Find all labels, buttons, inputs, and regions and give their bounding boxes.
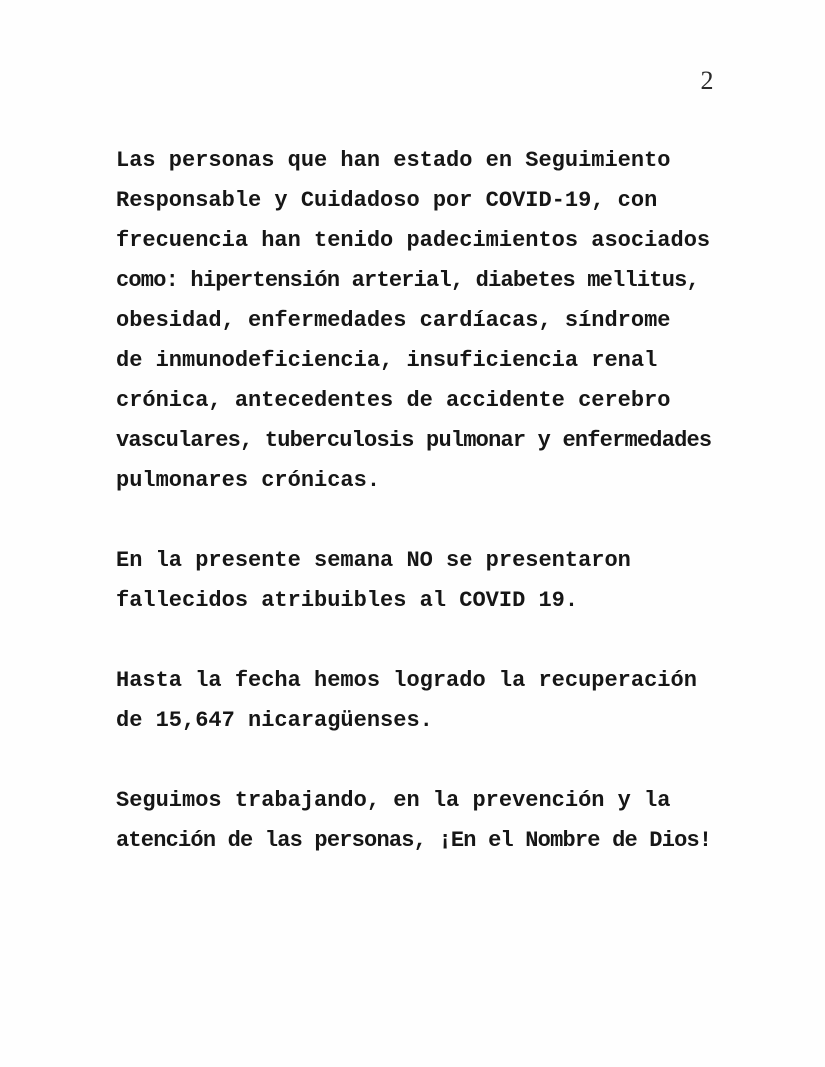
paragraph bbox=[116, 541, 712, 621]
text-line: Seguimos trabajando, en la prevención y la bbox=[116, 788, 671, 813]
text-line: pulmonares crónicas. bbox=[116, 468, 381, 493]
text-line: de inmunodeficiencia, insuficiencia renal bbox=[116, 348, 658, 373]
text-line: como: hipertensión arterial, diabetes mellitus, bbox=[116, 268, 699, 293]
document-body bbox=[116, 141, 712, 861]
text-line: atención de las personas, ¡En el Nombre de Dios! bbox=[116, 828, 712, 853]
text-line: de 15,647 nicaragüenses. bbox=[116, 708, 433, 733]
paragraph bbox=[116, 781, 712, 861]
text-line: En la presente semana NO se presentaron bbox=[116, 548, 631, 573]
text-line: frecuencia han tenido padecimientos asociados bbox=[116, 228, 711, 253]
text-line: Responsable y Cuidadoso por COVID-19, con bbox=[116, 188, 658, 213]
text-line: Las personas que han estado en Seguimiento bbox=[116, 148, 671, 173]
paragraph bbox=[116, 141, 712, 501]
text-line: vasculares, tuberculosis pulmonar y enfermedades bbox=[116, 428, 712, 453]
text-line: Hasta la fecha hemos logrado la recuperación bbox=[116, 668, 697, 693]
text-line: obesidad, enfermedades cardíacas, síndrome bbox=[116, 308, 671, 333]
page-number: 2 bbox=[700, 66, 714, 95]
text-line: fallecidos atribuibles al COVID 19. bbox=[116, 588, 579, 613]
text-line: crónica, antecedentes de accidente cerebro bbox=[116, 388, 671, 413]
paragraph bbox=[116, 661, 712, 741]
